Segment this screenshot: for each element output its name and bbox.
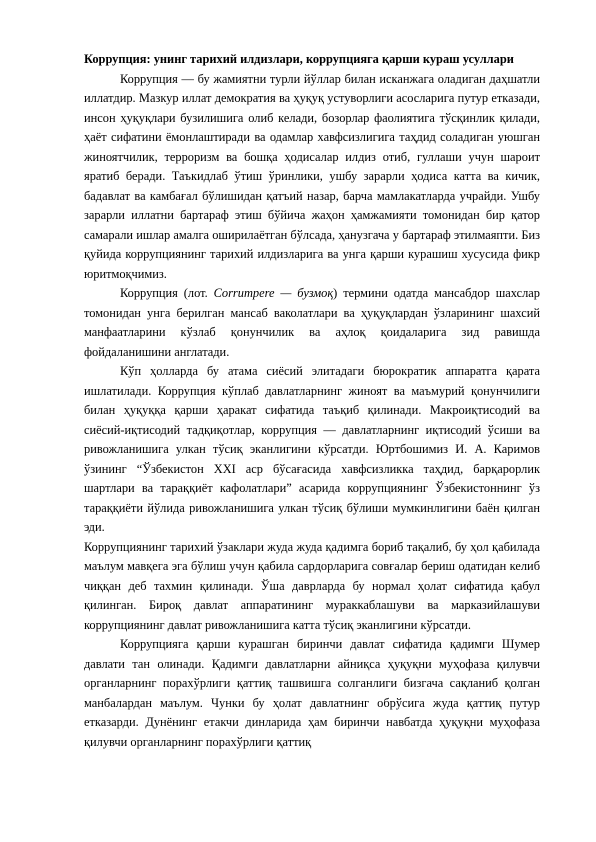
paragraph-history: Коррупциянинг тарихий ўзаклари жуда жуда қадимга бориб тақалиб, бу ҳол қабилада маълум мавқега эга бўлиш учун қабила сардорларига совғалар бериш одатидан келиб чиққан деб тахмин қилинади. Ўша даврларда бу нормал ҳолат сифатида қабул қилинган. Бироқ давлат аппаратининг мураккаблашуви ва марказийлашуви коррупциянинг давлат ривожланишига катта тўсиқ эканлигини кўрсатди.	[84, 539, 540, 632]
paragraph-intro: Коррупция — бу жамиятни турли йўллар билан исканжага оладиган даҳшатли иллатдир. Мазкур иллат демократия ва ҳуқуқ устуворлиги асосларига путур етказади, инсон ҳуқуқлари бузилишига олиб келади, бозорлар фаолиятига тўсқинлик қилади, ҳаёт сифатини ёмонлаштиради ва одамлар хавфсизлигига таҳдид соладиган уюшган жиноятчилик, терроризм ва бошқа ҳодисалар илдиз отиб, гуллаши учун шароит яратиб беради. Таъкидлаб ўтиш ўринлики, ушбу зарарли ҳодиса катта ва кичик, бадавлат ва камбағал бўлишидан қатъий назар, барча мамлакатларда учрайди. Ушбу зарарли иллатни бартараф этиш бўйича жаҳон ҳамжамияти томонидан бир қатор самарали ишлар амалга оширилаётган бўлсада, ҳанузгача у бартараф этилмаяпти. Биз қуйида коррупциянинг тарихий илдизларига ва унга қарши курашиш хусусида фикр юритмоқчимиз.	[84, 71, 540, 281]
definition-text-start: Коррупция (лот.	[120, 286, 214, 300]
paragraph-definition	[84, 284, 540, 362]
paragraph-sumer: Коррупцияга қарши курашган биринчи давлат сифатида қадимги Шумер давлати тан олинади. Қадимги давлатларни айниқса ҳуқуқни муҳофаза қилувчи органларнинг порахўрлиги қаттиқ ташвишга солганлиги бизгача сақланиб қолган манбалардан маълум. Чунки бу ҳолат давлатнинг обрўсига жуда қаттиқ путур етказарди. Дунёнинг етакчи динларида ҳам биринчи навбатда ҳуқуқни муҳофаза қилувчи органларнинг порахўрлиги қаттиқ	[84, 637, 540, 749]
document-title: Коррупция: унинг тарихий илдизлари, коррупцияга қарши кураш усуллари	[84, 52, 514, 66]
definition-text-end: ) термини одатда мансабдор шахслар томонидан унга берилган мансаб ваколатлари ва ҳуқуқлардан ўзларининг шахсий манфаатларини кўзлаб қонунчилик ва аҳлоқ қоидаларига зид равишда фойдаланишини англатади.	[84, 286, 540, 359]
paragraph-bureaucracy: Кўп ҳолларда бу атама сиёсий элитадаги бюрократик аппаратга қарата ишлатилади. Коррупция кўплаб давлатларнинг жиноят ва маъмурий қонунчилиги билан ҳуқуққа қарши ҳаракат сифатида таъқиб қилинади. Макроиқтисодий ва сиёсий-иқтисодий тадқиқотлар, коррупция — давлатларнинг иқтисодий ўсиши ва ривожланишига улкан тўсиқ эканлигини кўрсатди. Юртбошимиз И. А. Каримов ўзининг “Ўзбекистон XXI аср бўсағасида хавфсизликка таҳдид, барқарорлик шартлари ва тараққиёт кафолатлари” асарида коррупциянинг Ўзбекистоннинг ўз тараққиёти йўлида ривожланишига улкан тўсиқ бўлиши мумкинлигини баён қилган эди.	[84, 364, 540, 534]
definition-latin-term: Corrumpere — бузмоқ	[213, 286, 334, 300]
